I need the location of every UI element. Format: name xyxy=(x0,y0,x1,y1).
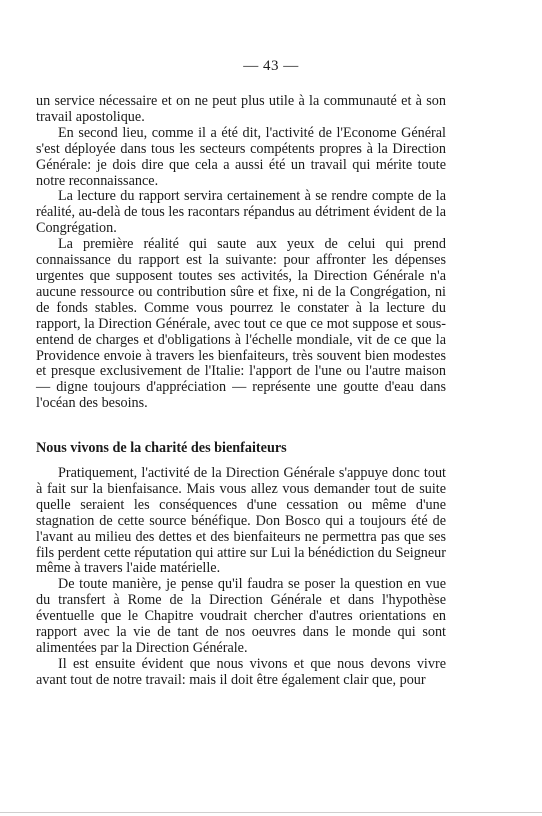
paragraph: La première réalité qui saute aux yeux de celui qui prend connaissance du rapport est la suivante: pour affronter les dépenses urgentes que supposent toutes ses activités, la Direction Générale n'a aucune ressource ou contribution sûre et fixe, ni de la Congrégation, ni de fonds stables. Comme vous pourrez le constater à la lecture du rapport, la Direction Générale, avec tout ce que ce mot suppose et sous-entend de charges et d'obligations à l'échelle mondiale, vit de ce que la Providence envoie à travers les bienfaiteurs, très souvent bien modestes et presque exclusivement de l'Italie: l'apport de l'une ou l'autre maison — digne toujours d'appréciation — représente une goutte d'eau dans l'océan des besoins. xyxy=(36,236,446,412)
paragraph: Il est ensuite évident que nous vivons et que nous devons vivre avant tout de notre travail: mais il doit être également clair que, pour xyxy=(36,655,446,688)
bottom-edge-line xyxy=(0,812,542,813)
section-body xyxy=(36,466,446,689)
section-heading: Nous vivons de la charité des bienfaiteurs xyxy=(36,440,287,456)
section-intro xyxy=(36,94,446,412)
paragraph: En second lieu, comme il a été dit, l'activité de l'Econome Général s'est déployée dans tous les secteurs compétents propres à la Direction Générale: je dois dire que cela a aussi été un travail qui mérite toute notre reconnaissance. xyxy=(36,124,446,189)
paragraph: Pratiquement, l'activité de la Direction Générale s'appuye donc tout à fait sur la bienfaisance. Mais vous allez vous demander tout de suite quelle seraient les conséquences d'une cessation ou même d'une stagnation de cette source bénéfique. Don Bosco qui a toujours été de l'avant au milieu des dettes et des bienfaiteurs ne permettra pas que ses fils perdent cette réputation qui attire sur Lui la bénédiction du Seigneur même à travers l'aide matérielle. xyxy=(36,465,446,577)
paragraph: De toute manière, je pense qu'il faudra se poser la question en vue du transfert à Rome de la Direction Générale et dans l'hypothèse éventuelle que le Chapitre voudrait chercher d'autres orientations en rapport avec la vie de tant de nos oeuvres dans le monde qui sont alimentées par la Direction Générale. xyxy=(36,576,446,656)
paragraph: La lecture du rapport servira certainement à se rendre compte de la réalité, au-delà de tous les racontars répandus au détriment évident de la Congrégation. xyxy=(36,188,446,237)
page-number: — 43 — xyxy=(243,58,299,74)
paragraph: un service nécessaire et on ne peut plus utile à la communauté et à son travail apostolique. xyxy=(36,93,446,125)
